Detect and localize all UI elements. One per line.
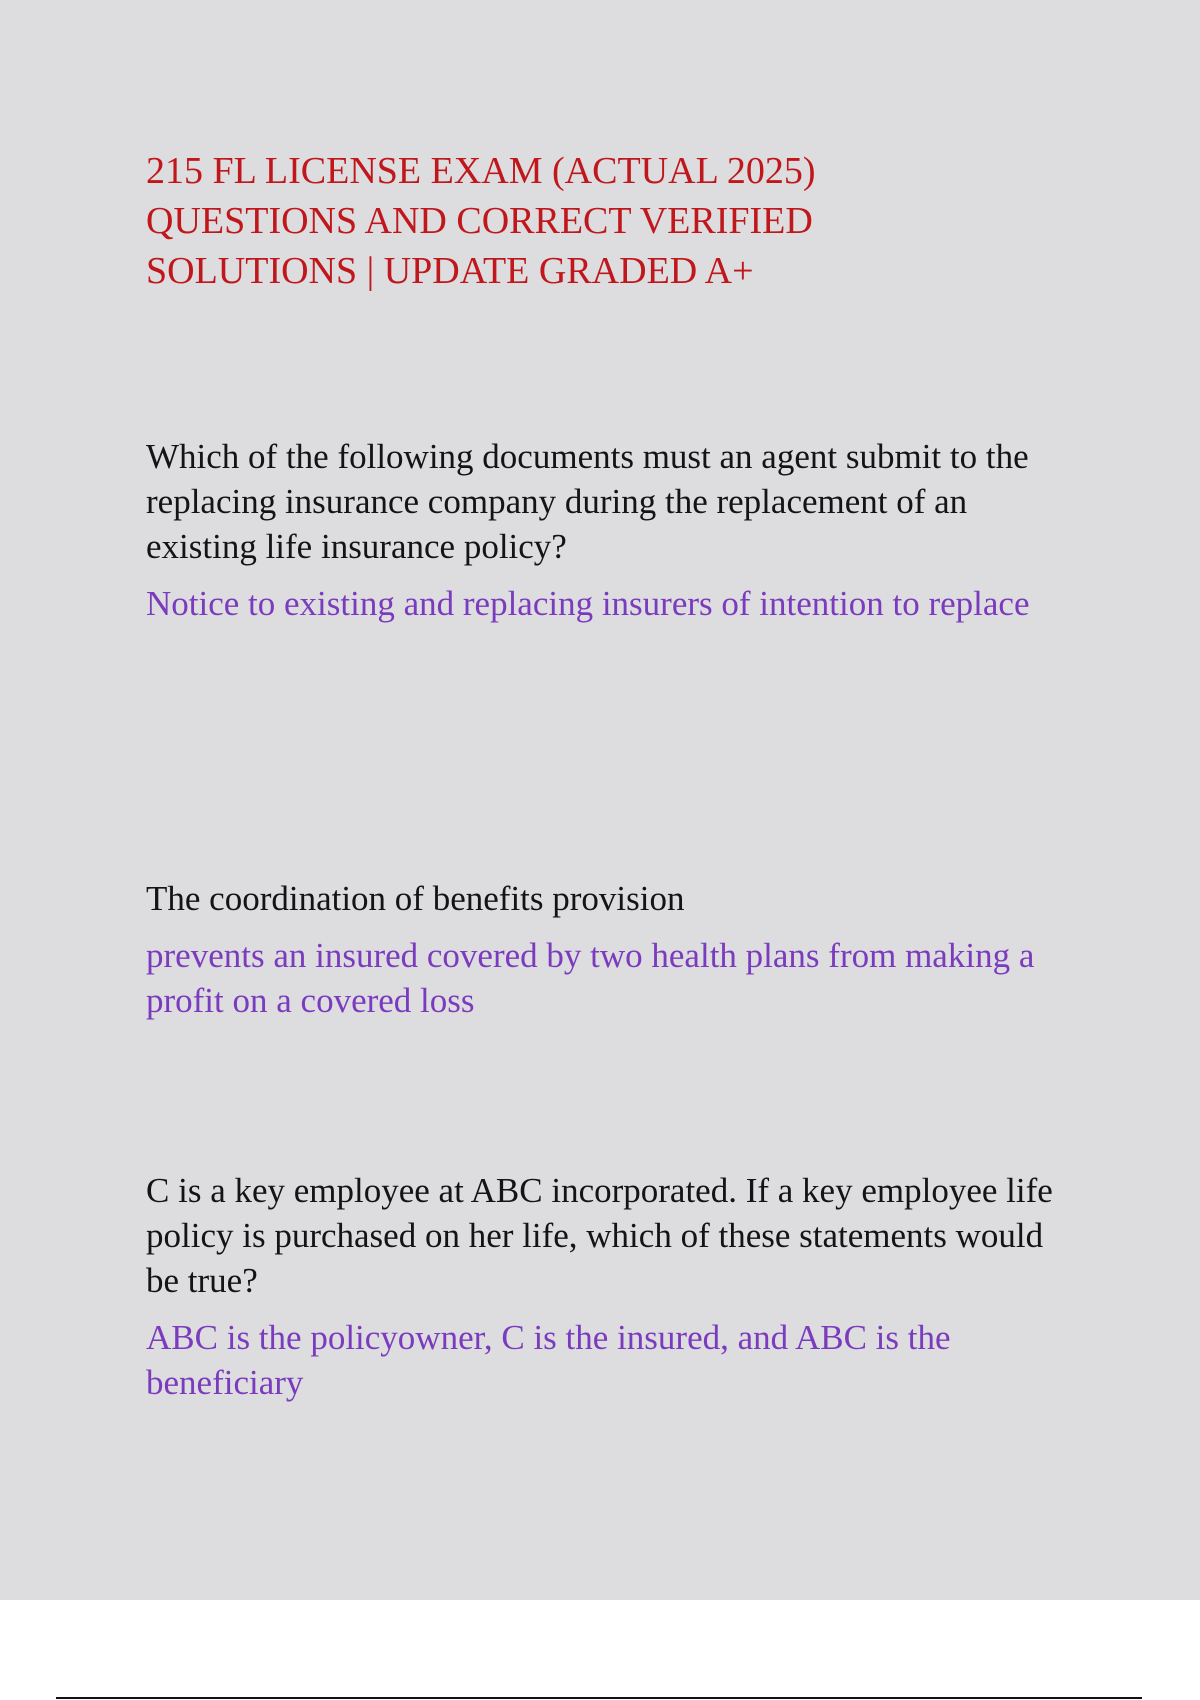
question-text: Which of the following documents must an agent submit to the replacing insurance company during the replacement of an existing life insurance policy?	[146, 437, 1029, 566]
answer-text: ABC is the policyowner, C is the insured, and ABC is the beneficiary	[146, 1318, 951, 1402]
question-text: C is a key employee at ABC incorporated. If a key employee life policy is purchased on her life, which of these statements would be true?	[146, 1171, 1053, 1300]
title-line: QUESTIONS AND CORRECT VERIFIED	[146, 200, 813, 242]
answer-text: prevents an insured covered by two health plans from making a profit on a covered loss	[146, 936, 1035, 1020]
question-text: The coordination of benefits provision	[146, 879, 685, 918]
title-line: SOLUTIONS | UPDATE GRADED A+	[146, 250, 754, 292]
document-title	[146, 146, 1046, 296]
title-line: 215 FL LICENSE EXAM (ACTUAL 2025)	[146, 150, 816, 192]
qa-item-3	[146, 1168, 1066, 1405]
qa-item-1	[146, 434, 1066, 626]
footer-divider	[56, 1697, 1142, 1699]
qa-item-2	[146, 876, 1066, 1023]
answer-text: Notice to existing and replacing insurers of intention to replace	[146, 584, 1030, 623]
